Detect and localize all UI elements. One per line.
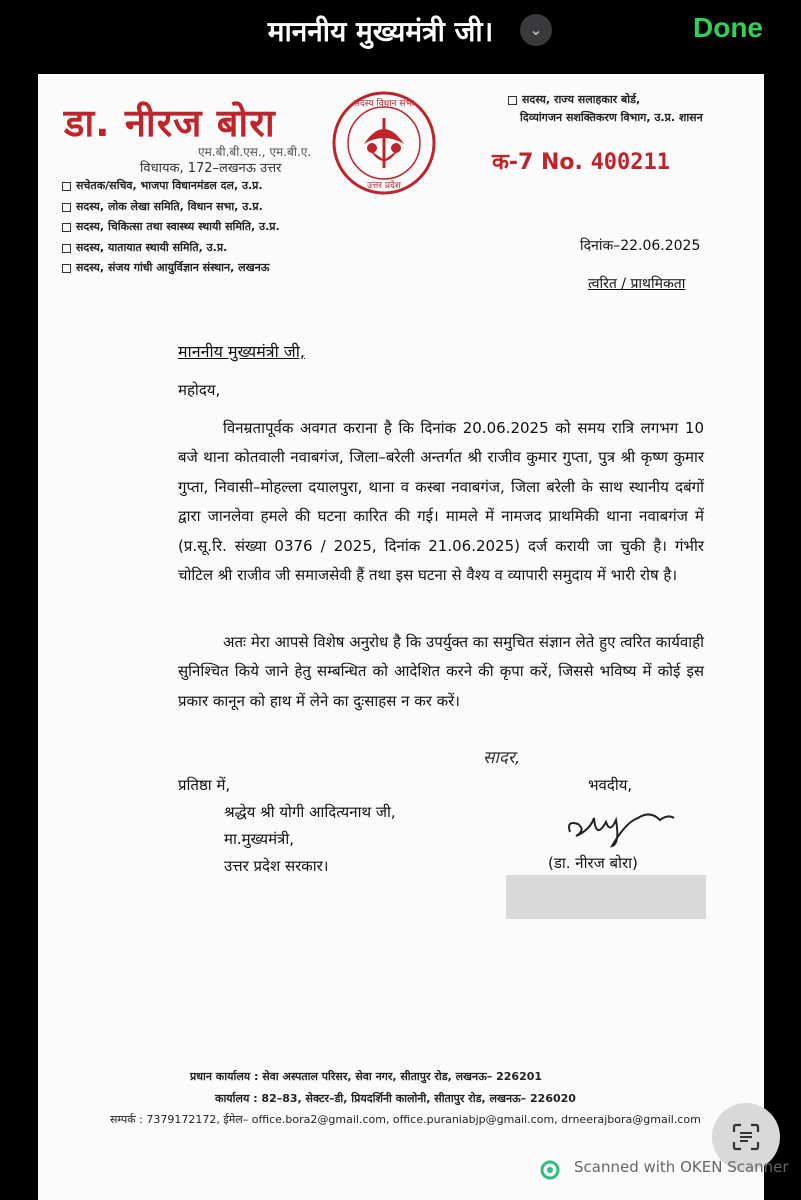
footer-contact: सम्पर्क : 7379172172, ईमेल– office.bora2@gmail.com, office.puraniabjp@gmail.com, drneerajbora@gmail.com [110, 1113, 701, 1126]
letter-paragraph-1: विनम्रतापूर्वक अवगत कराना है कि दिनांक 20.06.2025 को समय रात्रि लगभग 10 बजे थाना कोतवाली नवाबगंज, जिला–बरेली अन्तर्गत श्री राजीव कुमार गुप्ता, पुत्र श्री कृष्ण कुमार गुप्ता, निवासी–मोहल्ला दयालपुरा, थाना व कस्बा नवाबगंज, जिला बरेली के साथ स्थानीय दबंगों द्वारा जानलेवा हमले की घटना कारित की गई। मामले में नामजद प्राथमिकी थाना नवाबगंज में (प्र.सू.रि. संख्या 0376 / 2025, दिनांक 21.06.2025) दर्ज करायी जा चुकी है। गंभीर चोटिल श्री राजीव जी समाजसेवी हैं तथा इस घटना से वैश्य व व्यापारी समुदाय में भारी रोष है। [178, 419, 704, 585]
scanner-watermark: Scanned with OKEN Scanner [574, 1158, 789, 1176]
recipient-line: मा.मुख्यमंत्री, [224, 830, 294, 848]
signature-icon [560, 800, 680, 850]
recipient-line: उत्तर प्रदेश सरकार। [224, 857, 329, 875]
oken-logo-icon [540, 1160, 560, 1180]
letter-date: दिनांक–22.06.2025 [580, 238, 701, 254]
role-left-item: सदस्य, लोक लेखा समिति, विधान सभा, उ.प्र. [62, 199, 263, 214]
letterhead-name: डा. नीरज बोरा [64, 101, 276, 145]
recipient-line: श्रद्धेय श्री योगी आदित्यनाथ जी, [224, 803, 396, 821]
letter-paragraph-2: अतः मेरा आपसे विशेष अनुरोध है कि उपर्युक्त का समुचित संज्ञान लेते हुए त्वरित कार्यवाही सुनिश्चित किये जाने हेतु सम्बन्धित को आदेशित करने की कृपा करें, जिससे भविष्य में कोई इस प्रकार कानून को हाथ में लेने का दुःसाहस न कर करें। [178, 633, 704, 710]
greeting: महोदय, [178, 381, 221, 399]
footer-office: कार्यालय : 82–83, सेक्टर–डी, प्रियदर्शिनी कालोनी, सीतापुर रोड, लखनऊ– 226020 [215, 1092, 576, 1105]
role-left-item: सदस्य, चिकित्सा तथा स्वास्थ्य स्थायी समिति, उ.प्र. [62, 219, 280, 234]
seal-bottom-text: उत्तर प्रदेश [367, 181, 401, 191]
priority-label: त्वरित / प्राथमिकता [588, 276, 686, 292]
reference-number: क-7 No. 400211 [492, 150, 671, 175]
seal-top-text: सदस्य विधान सभा [353, 99, 415, 109]
top-bar [0, 0, 801, 62]
footer-head-office: प्रधान कार्यालय : सेवा अस्पताल परिसर, सेवा नगर, सीतापुर रोड, लखनऊ– 226201 [190, 1070, 543, 1083]
assembly-seal-icon [332, 88, 436, 198]
letterhead-degrees: एम.बी.बी.एस., एम.बी.ए. [198, 145, 312, 159]
text-scan-icon [732, 1123, 760, 1151]
handwritten-note: सादर, [483, 748, 521, 768]
closing: भवदीय, [588, 776, 633, 794]
role-left-item: सदस्य, संजय गांधी आयुर्विज्ञान संस्थान, लखनऊ [62, 260, 269, 275]
role-left-item: सदस्य, यातायात स्थायी समिति, उ.प्र. [62, 240, 227, 255]
signer-name: (डा. नीरज बोरा) [548, 854, 638, 872]
recipient-label: प्रतिष्ठा में, [178, 776, 231, 794]
role-left-item: सचेतक/सचिव, भाजपा विधानमंडल दल, उ.प्र. [62, 178, 263, 193]
salutation: माननीय मुख्यमंत्री जी, [178, 342, 305, 361]
document-title: माननीय मुख्यमंत्री जी। [267, 15, 494, 48]
role-right-item: दिव्यांगजन सशक्तिकरण विभाग, उ.प्र. शासन [520, 111, 703, 124]
done-button[interactable]: Done [693, 12, 763, 43]
role-right-item: सदस्य, राज्य सलाहकार बोर्ड, [508, 92, 640, 107]
chevron-down-icon[interactable]: ⌄ [520, 14, 552, 46]
redacted-block [506, 875, 706, 919]
letterhead-position: विधायक, 172–लखनऊ उत्तर [140, 161, 282, 176]
